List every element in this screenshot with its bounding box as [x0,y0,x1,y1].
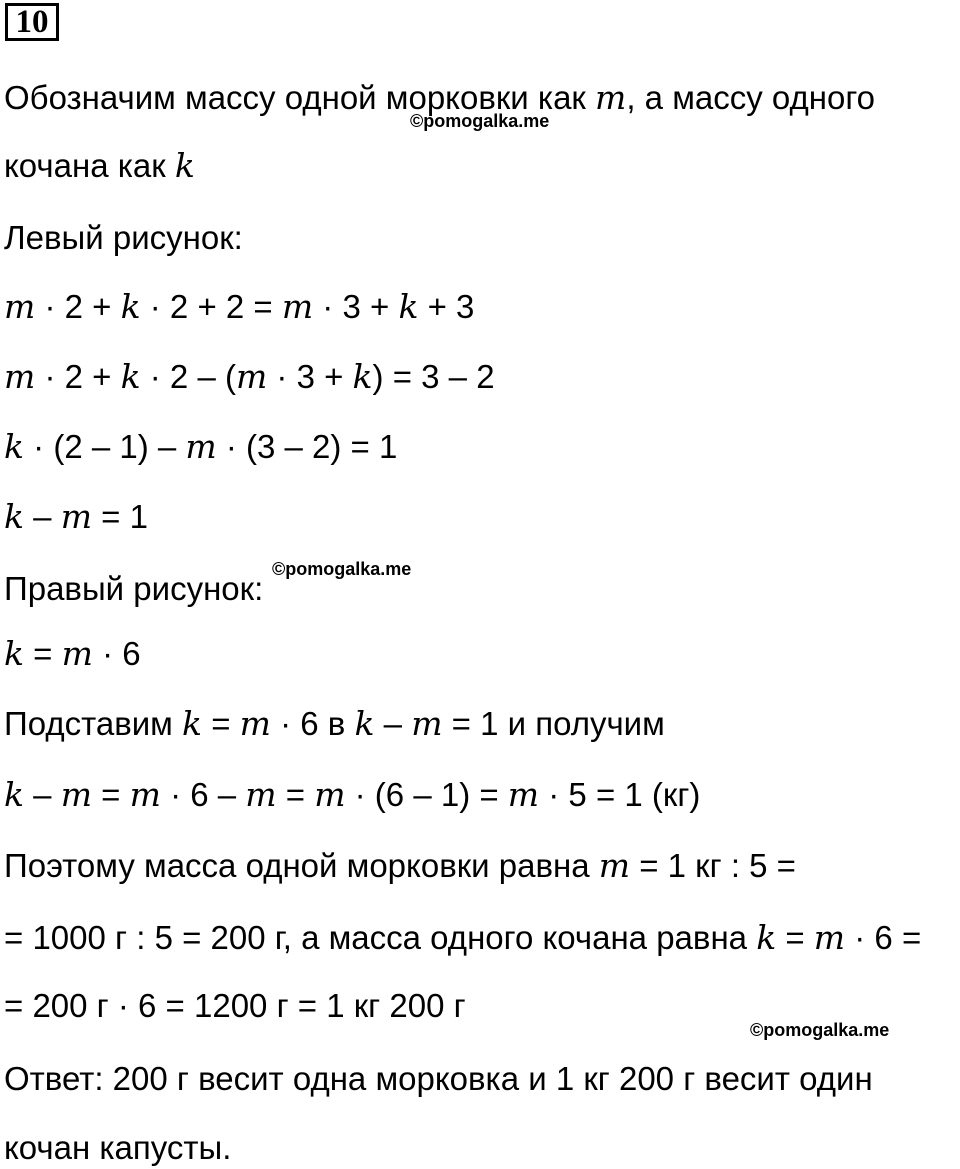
var-m: m [4,287,36,326]
var-k: k [352,357,373,396]
text-segment: = 1 кг : 5 = [630,847,796,884]
text-segment: = [776,919,814,956]
var-k: k [756,918,777,957]
text-segment: · 6 в [270,705,355,742]
text-segment: · 6 [92,635,141,672]
text-segment: Подставим [4,705,183,742]
var-m: m [60,497,92,536]
equation-line-2 [4,357,495,397]
var-m: m [281,287,314,326]
text-segment: = [202,705,240,742]
var-k: k [398,287,419,326]
var-k: k [182,704,203,743]
text-segment: · (2 – 1) – [24,428,186,465]
text-segment: · 3 + [267,358,353,395]
var-m: m [411,704,443,743]
text-segment: · 2 – ( [140,358,236,395]
text-segment: + 3 [418,288,475,325]
text-segment: Обозначим массу одной морковки как [4,79,596,116]
var-m: m [245,775,277,814]
intro-line-2 [4,146,195,186]
var-k: k [4,634,24,673]
conclusion-line-3: = 200 г · 6 = 1200 г = 1 кг 200 г [4,987,466,1024]
var-m: m [4,357,36,396]
equation-line-3 [4,427,397,467]
left-picture-heading: Левый рисунок: [4,219,243,256]
var-m: m [60,775,92,814]
text-segment: · (6 – 1) = [345,776,508,813]
text-segment: · 2 + 2 = [140,288,282,325]
text-segment: = [92,776,130,813]
conclusion-line-2 [4,918,921,958]
text-segment: кочана как [4,147,175,184]
text-segment: = 1 [92,498,148,535]
text-segment: , а массу одного [626,79,876,116]
text-segment: – [374,705,412,742]
var-k: k [354,704,375,743]
var-k: k [120,357,141,396]
answer-line-1: Ответ: 200 г весит одна морковка и 1 кг 200 г весит один [4,1060,873,1097]
watermark: ©pomogalka.me [272,559,412,579]
text-segment: · (3 – 2) = 1 [216,428,398,465]
task-number-badge: 10 [5,3,59,41]
var-k: k [120,287,141,326]
text-segment: – [24,498,61,535]
equation-line-6 [4,775,700,815]
equation-line-4 [4,497,148,537]
text-segment: · 2 + [35,358,121,395]
var-m: m [507,775,540,814]
var-m: m [129,775,161,814]
var-k: k [4,497,24,536]
watermark: ©pomogalka.me [750,1020,890,1040]
equation-line-5 [4,634,141,674]
text-segment: · 6 – [160,776,246,813]
text-segment: ) = 3 – 2 [372,358,495,395]
answer-line-2: кочан капусты. [4,1129,232,1166]
text-segment: = [276,776,315,813]
var-m: m [239,704,271,743]
text-segment: = 1 и получим [442,705,665,742]
var-k: k [4,775,24,814]
text-segment: Поэтому масса одной морковки равна [4,847,599,884]
var-m: m [598,846,631,885]
var-m: m [61,634,93,673]
var-m: m [235,357,268,396]
text-segment: = [24,635,62,672]
text-segment: = 1000 г : 5 = 200 г, а масса одного кочана равна [4,919,757,956]
text-segment: · 2 + [35,288,121,325]
text-segment: · 6 = [845,919,922,956]
var-m: m [185,427,217,466]
right-picture-heading: Правый рисунок: [4,570,264,607]
text-segment: · 5 = 1 (кг) [539,776,701,813]
equation-line-1 [4,287,474,327]
conclusion-line-1 [4,846,796,886]
var-m: m [314,775,346,814]
var-k: k [174,146,195,185]
watermark: ©pomogalka.me [410,111,550,131]
var-k: k [4,427,24,466]
var-m: m [813,918,846,957]
substitution-line [4,704,665,744]
text-segment: · 3 + [313,288,399,325]
var-m: m [595,78,627,117]
text-segment: – [24,776,61,813]
